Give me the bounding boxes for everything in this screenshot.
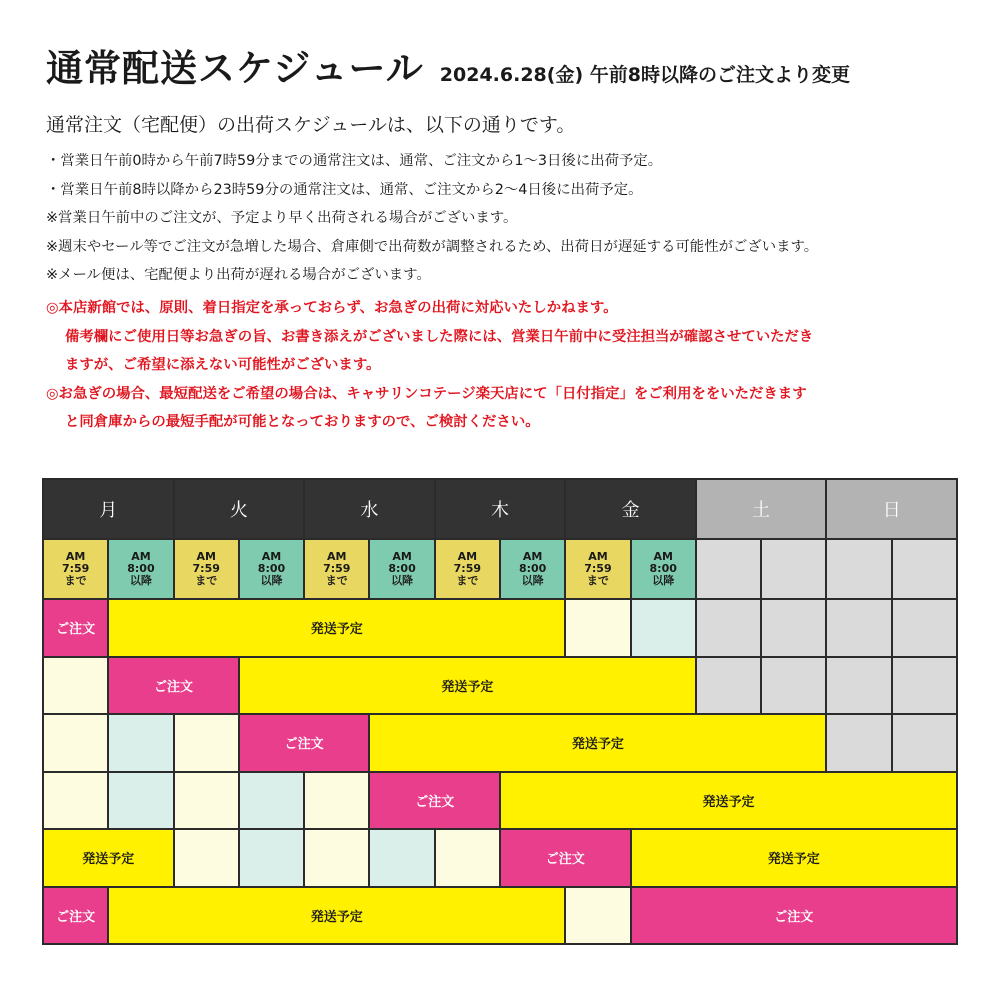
slot-am <box>305 540 368 598</box>
empty-cell <box>44 658 107 714</box>
slot-am <box>175 540 238 598</box>
order-cell: ご注文 <box>240 715 369 771</box>
important-note: ◎本店新館では、原則、着日指定を承っておらず、お急ぎの出荷に対応いたしかねます。 <box>46 300 618 316</box>
empty-cell <box>44 715 107 771</box>
empty-cell <box>175 773 238 829</box>
slot-pm-label: AM 8:00 以降 <box>518 550 547 587</box>
empty-cell <box>893 600 956 656</box>
slot-pm <box>501 540 564 598</box>
note-item: ・営業日午前0時から午前7時59分までの通常注文は、通常、ご注文から1～3日後に出荷予定。 <box>46 153 663 169</box>
slot-am-label: AM 7:59 まで <box>192 550 220 587</box>
empty-cell <box>305 830 368 886</box>
empty-cell <box>436 830 499 886</box>
important-note: ますが、ご希望に添えない可能性がございます。 <box>65 357 381 373</box>
slot-closed <box>827 540 890 598</box>
day-header-wed: 水 <box>305 480 434 538</box>
empty-cell <box>632 600 695 656</box>
order-cell: ご注文 <box>109 658 238 714</box>
ship-cell: 発送予定 <box>109 888 564 944</box>
note-item: ※週末やセール等でご注文が急増した場合、倉庫側で出荷数が調整されるため、出荷日が遅延する可能性がございます。 <box>46 238 819 255</box>
slot-pm-label: AM 8:00 以降 <box>388 550 416 587</box>
empty-cell <box>305 773 368 829</box>
order-cell: ご注文 <box>501 830 630 886</box>
empty-cell <box>240 773 303 829</box>
slot-pm <box>109 540 172 598</box>
slot-am <box>566 540 629 598</box>
empty-cell <box>762 658 825 714</box>
slot-closed <box>762 540 825 598</box>
slot-am-label: AM 7:59 まで <box>323 550 351 587</box>
slot-pm <box>632 540 695 598</box>
slot-am-label: AM 7:59 まで <box>453 550 482 587</box>
intro-text: 通常注文（宅配便）の出荷スケジュールは、以下の通りです。 <box>46 114 576 136</box>
note-item: ※メール便は、宅配便より出荷が遅れる場合がございます。 <box>46 267 431 283</box>
ship-cell: 発送予定 <box>240 658 695 714</box>
empty-cell <box>175 715 238 771</box>
note-item: ・営業日午前8時以降から23時59分の通常注文は、通常、ご注文から2～4日後に出荷予定。 <box>46 181 643 198</box>
header <box>46 38 850 92</box>
empty-cell <box>893 658 956 714</box>
empty-cell <box>762 600 825 656</box>
empty-cell <box>109 715 172 771</box>
order-cell: ご注文 <box>632 888 956 944</box>
order-cell: ご注文 <box>370 773 499 829</box>
important-note: と同倉庫からの最短手配が可能となっておりますので、ご検討ください。 <box>65 414 540 430</box>
slot-pm-label: AM 8:00 以降 <box>649 550 677 587</box>
slot-pm-label: AM 8:00 以降 <box>127 550 155 587</box>
slot-pm <box>370 540 433 598</box>
note-item: ※営業日午前中のご注文が、予定より早く出荷される場合がございます。 <box>46 210 518 226</box>
important-note: ◎お急ぎの場合、最短配送をご希望の場合は、キャサリンコテージ楽天店にて「日付指定」をご利用ををいただきます <box>46 385 807 402</box>
day-header-sun: 日 <box>827 480 956 538</box>
empty-cell <box>109 773 172 829</box>
ship-cell: 発送予定 <box>501 773 956 829</box>
empty-cell <box>566 600 629 656</box>
empty-cell <box>240 830 303 886</box>
slot-closed <box>893 540 956 598</box>
order-cell: ご注文 <box>44 888 107 944</box>
page-title: 通常配送スケジュール <box>46 47 424 90</box>
ship-cell: 発送予定 <box>370 715 825 771</box>
important-notes <box>46 294 813 437</box>
empty-cell <box>566 888 629 944</box>
order-cell: ご注文 <box>44 600 107 656</box>
empty-cell <box>827 658 890 714</box>
slot-am-label: AM 7:59 まで <box>61 550 90 587</box>
empty-cell <box>827 715 890 771</box>
empty-cell <box>44 773 107 829</box>
empty-cell <box>893 715 956 771</box>
empty-cell <box>175 830 238 886</box>
slot-am <box>436 540 499 598</box>
empty-cell <box>827 600 890 656</box>
schedule-table <box>42 478 958 945</box>
slot-am-label: AM 7:59 まで <box>584 550 612 587</box>
ship-cell: 発送予定 <box>109 600 564 656</box>
day-header-mon: 月 <box>44 480 173 538</box>
slot-pm-label: AM 8:00 以降 <box>257 550 286 587</box>
important-note: 備考欄にご使用日等お急ぎの旨、お書き添えがございました際には、営業日午前中に受注担当が確認させていただき <box>65 328 814 345</box>
empty-cell <box>370 830 433 886</box>
ship-cell: 発送予定 <box>632 830 956 886</box>
day-header-thu: 木 <box>436 480 565 538</box>
slot-am <box>44 540 107 598</box>
slot-pm <box>240 540 303 598</box>
notes-list <box>46 147 818 290</box>
ship-cell: 発送予定 <box>44 830 173 886</box>
empty-cell <box>697 658 760 714</box>
slot-closed <box>697 540 760 598</box>
page-subtitle: 2024.6.28(金) 午前8時以降のご注文より変更 <box>439 64 850 86</box>
day-header-fri: 金 <box>566 480 695 538</box>
empty-cell <box>697 600 760 656</box>
day-header-sat: 土 <box>697 480 826 538</box>
day-header-tue: 火 <box>175 480 304 538</box>
